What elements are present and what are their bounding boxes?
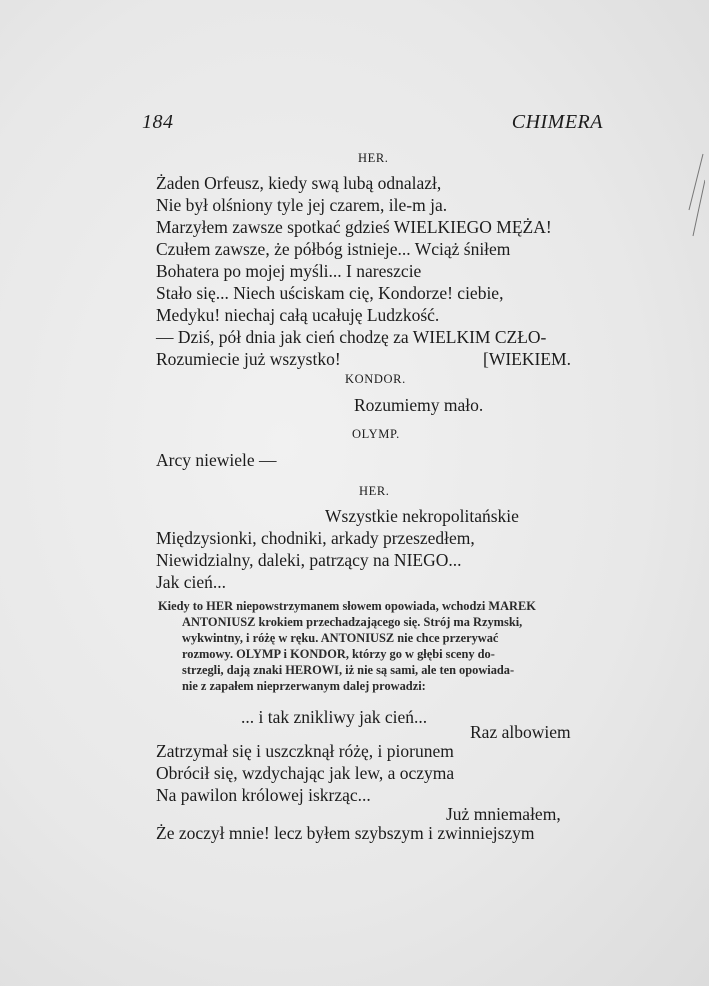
verse-line: Zatrzymał się i uszczknął różę, i piorunem [156, 741, 454, 761]
verse-line: Nie był olśniony tyle jej czarem, ile-m ja. [156, 195, 448, 215]
verse-line: Międzysionki, chodniki, arkady przeszedłem, [156, 528, 475, 548]
speaker-her: HER. [358, 151, 389, 165]
stage-direction: wykwintny, i różę w ręku. ANTONIUSZ nie chce przerywać [182, 631, 499, 645]
speaker-kondor: KONDOR. [345, 372, 406, 386]
page-number: 184 [142, 111, 174, 133]
verse-line: Medyku! niechaj całą ucałuję Ludzkość. [156, 305, 440, 325]
verse-line: Stało się... Niech uściskam cię, Kondorze! ciebie, [156, 283, 504, 303]
verse-line: Marzyłem zawsze spotkać gdzieś WIELKIEGO MĘŻA! [156, 217, 552, 237]
stage-direction: rozmowy. OLYMP i KONDOR, którzy go w głębi sceny do- [182, 647, 495, 661]
running-title: CHIMERA [511, 111, 603, 133]
verse-line: Na pawilon królowej iskrząc... [156, 785, 371, 805]
verse-line: Obrócił się, wzdychając jak lew, a oczyma [156, 763, 455, 783]
verse-line: Jak cień... [156, 572, 226, 592]
verse-line: Arcy niewiele — [156, 450, 277, 470]
verse-line: — Dziś, pół dnia jak cień chodzę za WIELKIM CZŁO- [156, 327, 547, 347]
verse-line: Już mniemałem, [446, 804, 561, 824]
verse-line: Wszystkie nekropolitańskie [325, 506, 519, 526]
page-edge-mark [683, 150, 705, 240]
verse-line: Rozumiemy mało. [354, 395, 484, 415]
verse-line: Rozumiecie już wszystko! [156, 349, 341, 369]
speaker-olymp: OLYMP. [352, 427, 400, 441]
verse-line: Że zoczył mnie! lecz byłem szybszym i zwinniejszym [156, 823, 535, 843]
verse-line: Bohatera po mojej myśli... I nareszcie [156, 261, 422, 281]
verse-line: Żaden Orfeusz, kiedy swą lubą odnalazł, [156, 173, 442, 193]
stage-direction: ANTONIUSZ krokiem przechadzającego się. Strój ma Rzymski, [182, 615, 523, 629]
verse-line: ... i tak znikliwy jak cień... [241, 707, 428, 727]
verse-line-carryover: [WIEKIEM. [483, 349, 571, 369]
stage-direction: strzegli, dają znaki HEROWI, iż nie są sami, ale ten opowiada- [182, 663, 515, 677]
stage-direction: Kiedy to HER niepowstrzymanem słowem opowiada, wchodzi MAREK [158, 599, 536, 613]
verse-line: Raz albowiem [470, 722, 571, 742]
speaker-her: HER. [359, 484, 390, 498]
verse-line: Czułem zawsze, że półbóg istnieje... Wciąż śniłem [156, 239, 511, 259]
stage-direction: nie z zapałem nieprzerwanym dalej prowadzi: [182, 679, 426, 693]
verse-line: Niewidzialny, daleki, patrzący na NIEGO... [156, 550, 462, 570]
